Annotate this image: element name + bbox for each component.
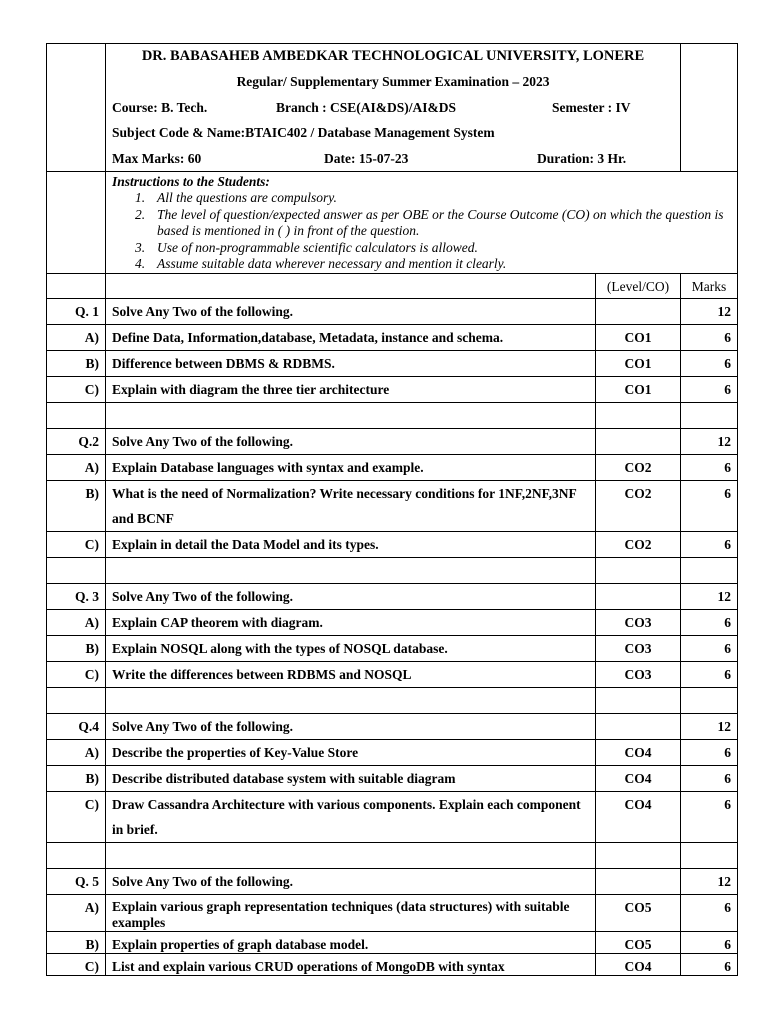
sub-question-text: List and explain various CRUD operations of MongoDB with syntax	[106, 953, 596, 975]
sub-question-text: Define Data, Information,database, Metadata, instance and schema.	[106, 324, 596, 350]
course-outcome: CO4	[596, 791, 681, 842]
course-outcome: CO5	[596, 894, 681, 931]
sub-question-label: C)	[47, 661, 106, 687]
sub-question-marks: 6	[681, 661, 738, 687]
sub-question-row	[47, 454, 738, 480]
exam-title: Regular/ Supplementary Summer Examination – 2023	[236, 74, 550, 90]
question-marks: 12	[681, 428, 738, 454]
subject-line: Subject Code & Name:BTAIC402 / Database Management System	[112, 125, 495, 141]
sub-question-marks: 6	[681, 739, 738, 765]
question-marks: 12	[681, 583, 738, 609]
sub-question-row	[47, 635, 738, 661]
max-marks-info: Max Marks: 60	[112, 150, 202, 166]
course-line	[112, 95, 674, 120]
sub-question-text: Explain various graph representation techniques (data structures) with suitable examples	[106, 894, 596, 931]
sub-question-text: Write the differences between RDBMS and NOSQL	[106, 661, 596, 687]
course-outcome: CO1	[596, 350, 681, 376]
branch-info: Branch : CSE(AI&DS)/AI&DS	[276, 99, 457, 115]
sub-question-marks: 6	[681, 480, 738, 531]
sub-question-row	[47, 376, 738, 402]
sub-question-row	[47, 609, 738, 635]
course-outcome: CO3	[596, 635, 681, 661]
course-outcome: CO2	[596, 531, 681, 557]
question-row	[47, 428, 738, 454]
sub-question-text: Explain CAP theorem with diagram.	[106, 609, 596, 635]
spacer-row	[47, 557, 738, 583]
sub-question-marks: 6	[681, 953, 738, 975]
sub-question-marks: 6	[681, 931, 738, 953]
sub-question-marks: 6	[681, 609, 738, 635]
sub-question-label: C)	[47, 953, 106, 975]
sub-question-row	[47, 531, 738, 557]
sub-question-label: B)	[47, 765, 106, 791]
course-info: Course: B. Tech.	[112, 99, 208, 115]
sub-question-row	[47, 661, 738, 687]
sub-question-marks: 6	[681, 324, 738, 350]
course-outcome: CO3	[596, 661, 681, 687]
sub-question-text: Explain NOSQL along with the types of NOSQL database.	[106, 635, 596, 661]
question-row	[47, 713, 738, 739]
question-number: Q. 5	[47, 868, 106, 894]
sub-question-label: B)	[47, 350, 106, 376]
sub-question-marks: 6	[681, 635, 738, 661]
instruction-item: 2. The level of question/expected answer as per OBE or the Course Outcome (CO) on which the question is based is mentioned in ( ) in front of the question.	[135, 206, 724, 239]
university-name: DR. BABASAHEB AMBEDKAR TECHNOLOGICAL UNIVERSITY, LONERE	[141, 48, 645, 64]
question-number: Q. 1	[47, 298, 106, 324]
sub-question-marks: 6	[681, 454, 738, 480]
marks-heading: Marks	[681, 273, 738, 298]
sub-question-label: B)	[47, 480, 106, 531]
course-outcome: CO1	[596, 324, 681, 350]
sub-question-label: C)	[47, 531, 106, 557]
question-prompt: Solve Any Two of the following.	[106, 713, 596, 739]
sub-question-label: B)	[47, 635, 106, 661]
sub-question-row	[47, 324, 738, 350]
sub-question-label: C)	[47, 791, 106, 842]
question-marks: 12	[681, 868, 738, 894]
sub-question-label: C)	[47, 376, 106, 402]
sub-question-label: A)	[47, 894, 106, 931]
course-outcome: CO2	[596, 454, 681, 480]
sub-question-marks: 6	[681, 376, 738, 402]
column-heading-row	[47, 273, 738, 298]
question-row	[47, 868, 738, 894]
question-prompt: Solve Any Two of the following.	[106, 298, 596, 324]
question-prompt: Solve Any Two of the following.	[106, 428, 596, 454]
header-right-blank	[681, 44, 738, 172]
course-outcome: CO1	[596, 376, 681, 402]
instructions-row	[47, 172, 738, 274]
sub-question-marks: 6	[681, 894, 738, 931]
instruction-item: 4. Assume suitable data wherever necessary and mention it clearly.	[135, 256, 507, 272]
instructions-title: Instructions to the Students:	[112, 174, 270, 189]
sub-question-marks: 6	[681, 350, 738, 376]
sub-question-row	[47, 765, 738, 791]
sub-question-label: A)	[47, 454, 106, 480]
spacer-row	[47, 842, 738, 868]
sub-question-row	[47, 894, 738, 931]
sub-question-row	[47, 953, 738, 975]
header-left-blank	[47, 44, 106, 172]
sub-question-label: A)	[47, 739, 106, 765]
course-outcome: CO4	[596, 953, 681, 975]
sub-question-text: Explain Database languages with syntax and example.	[106, 454, 596, 480]
course-outcome: CO5	[596, 931, 681, 953]
header-row	[47, 44, 738, 172]
level-co-heading: (Level/CO)	[596, 273, 681, 298]
instructions-block	[106, 172, 738, 274]
question-number: Q.2	[47, 428, 106, 454]
sub-question-row	[47, 931, 738, 953]
semester-info: Semester : IV	[552, 99, 631, 115]
question-marks: 12	[681, 713, 738, 739]
question-number: Q.4	[47, 713, 106, 739]
sub-question-text: What is the need of Normalization? Write necessary conditions for 1NF,2NF,3NF and BCNF	[106, 480, 596, 531]
spacer-row	[47, 687, 738, 713]
course-outcome: CO2	[596, 480, 681, 531]
sub-question-row	[47, 350, 738, 376]
sub-question-label: A)	[47, 609, 106, 635]
sub-question-text: Explain with diagram the three tier architecture	[106, 376, 596, 402]
question-prompt: Solve Any Two of the following.	[106, 583, 596, 609]
sub-question-marks: 6	[681, 791, 738, 842]
sub-question-text: Explain properties of graph database model.	[106, 931, 596, 953]
instruction-item: 3. Use of non-programmable scientific calculators is allowed.	[135, 239, 478, 255]
spacer-row	[47, 402, 738, 428]
sub-question-row	[47, 739, 738, 765]
instruction-item: 1. All the questions are compulsory.	[135, 190, 337, 205]
sub-question-text: Explain in detail the Data Model and its types.	[106, 531, 596, 557]
sub-question-row	[47, 791, 738, 842]
sub-question-text: Describe distributed database system with suitable diagram	[106, 765, 596, 791]
instructions-list	[112, 190, 731, 273]
sub-question-marks: 6	[681, 765, 738, 791]
course-outcome: CO4	[596, 765, 681, 791]
date-info: Date: 15-07-23	[324, 150, 409, 166]
sub-question-text: Describe the properties of Key-Value Store	[106, 739, 596, 765]
marks-date-line	[112, 146, 674, 171]
question-marks: 12	[681, 298, 738, 324]
sub-question-row	[47, 480, 738, 531]
instructions-left-blank	[47, 172, 106, 274]
course-outcome: CO3	[596, 609, 681, 635]
sub-question-label: A)	[47, 324, 106, 350]
question-prompt: Solve Any Two of the following.	[106, 868, 596, 894]
question-row	[47, 583, 738, 609]
sub-question-label: B)	[47, 931, 106, 953]
course-outcome: CO4	[596, 739, 681, 765]
sub-question-marks: 6	[681, 531, 738, 557]
sub-question-text: Draw Cassandra Architecture with various components. Explain each component in brief.	[106, 791, 596, 842]
question-number: Q. 3	[47, 583, 106, 609]
duration-info: Duration: 3 Hr.	[537, 150, 627, 166]
sub-question-text: Difference between DBMS & RDBMS.	[106, 350, 596, 376]
question-paper-table	[46, 43, 738, 976]
header-block	[106, 44, 681, 172]
question-row	[47, 298, 738, 324]
